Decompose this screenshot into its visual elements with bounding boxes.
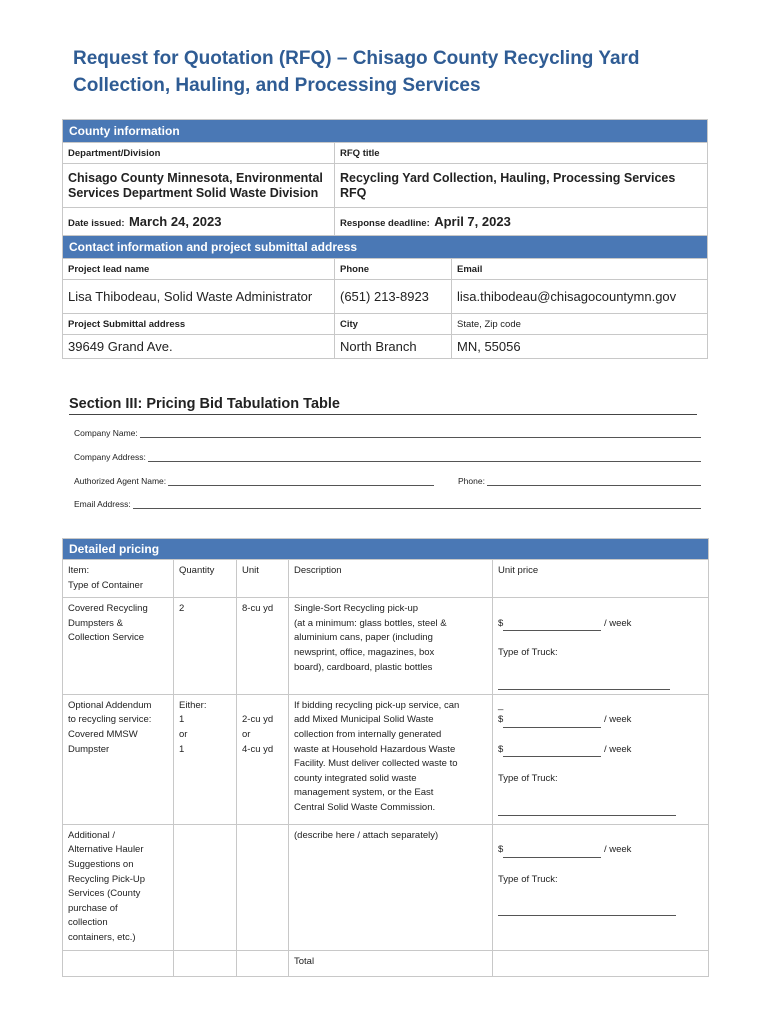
row1-desc — [289, 598, 493, 695]
email-address-field[interactable] — [74, 499, 701, 509]
row1-item-line: Covered Recycling — [68, 603, 148, 615]
row2-price-field-1[interactable] — [498, 713, 703, 728]
row2-desc-line: If bidding recycling pick-up service, can — [294, 699, 460, 711]
col-price-header: Unit price — [493, 560, 709, 598]
email-label: Email — [452, 259, 708, 280]
row2-dollar-sign: $ — [498, 714, 504, 726]
row3-price — [493, 824, 709, 950]
state-value: MN, 55056 — [452, 335, 708, 359]
row2-per-week: / week — [603, 743, 632, 755]
row2-desc — [289, 694, 493, 824]
row1-price-field[interactable] — [498, 617, 703, 632]
row1-truck-label: Type of Truck: — [498, 646, 558, 658]
row3-item-line: Alternative Hauler — [68, 844, 144, 856]
phone-label: Phone — [335, 259, 452, 280]
company-address-label: Company Address: — [74, 452, 146, 462]
row2-unit-line: 4-cu yd — [242, 743, 274, 755]
row2-desc-line: Facility. Must deliver collected waste to — [294, 758, 458, 770]
row1-desc-line: board), cardboard, plastic bottles — [294, 661, 433, 673]
total-empty-3 — [237, 950, 289, 976]
date-issued-label: Date issued: — [68, 217, 125, 229]
total-value-field[interactable] — [493, 950, 709, 976]
deadline-label: Response deadline: — [340, 217, 430, 229]
table-row — [63, 694, 709, 824]
col-qty-header: Quantity — [174, 560, 237, 598]
row2-qty-line: Either: — [179, 699, 207, 711]
row3-item-line: Suggestions on — [68, 858, 134, 870]
row2-price-field-2[interactable] — [498, 743, 703, 758]
county-info-header: County information — [63, 120, 708, 143]
row1-per-week: / week — [603, 617, 632, 629]
row1-truck-field[interactable] — [498, 675, 703, 690]
row1-dollar-sign: $ — [498, 617, 504, 629]
row2-unit — [237, 694, 289, 824]
address-label: Project Submittal address — [63, 314, 335, 335]
row3-item-line: collection — [68, 917, 108, 929]
address-value: 39649 Grand Ave. — [63, 335, 335, 359]
state-label: State, Zip code — [452, 314, 708, 335]
pricing-header: Detailed pricing — [63, 539, 709, 560]
col-unit-header: Unit — [237, 560, 289, 598]
email-address-label: Email Address: — [74, 499, 131, 509]
row2-unit-line: or — [242, 728, 251, 740]
row2-desc-line: county integrated solid waste — [294, 772, 417, 784]
total-label: Total — [289, 950, 493, 976]
lead-value: Lisa Thibodeau, Solid Waste Administrator — [63, 280, 335, 314]
deadline-cell — [335, 208, 708, 236]
row3-per-week: / week — [603, 844, 632, 856]
row2-desc-line: waste at Household Hazardous Waste — [294, 743, 456, 755]
row1-unit: 8-cu yd — [237, 598, 289, 695]
section-title: Section III: Pricing Bid Tabulation Table — [69, 396, 697, 415]
row2-desc-line: Central Solid Waste Commission. — [294, 801, 436, 813]
city-label: City — [335, 314, 452, 335]
col-item-label: Item: — [68, 565, 90, 576]
row2-qty — [174, 694, 237, 824]
row2-truck-field[interactable] — [498, 801, 703, 816]
row1-qty: 2 — [174, 598, 237, 695]
date-issued-cell — [63, 208, 335, 236]
row2-item-line: Optional Addendum — [68, 699, 152, 711]
row2-dash: _ — [498, 699, 504, 711]
row2-item — [63, 694, 174, 824]
row1-desc-line: aluminium cans, paper (including — [294, 632, 433, 644]
lead-label: Project lead name — [63, 259, 335, 280]
row2-unit-line: 2-cu yd — [242, 714, 274, 726]
date-issued-value: March 24, 2023 — [128, 213, 222, 229]
row1-price — [493, 598, 709, 695]
agent-name-label: Authorized Agent Name: — [74, 476, 167, 486]
rfq-title-label: RFQ title — [335, 143, 708, 164]
col-item-header — [63, 560, 174, 598]
row3-item-line: Recycling Pick-Up — [68, 873, 146, 885]
row3-truck-field[interactable] — [498, 902, 703, 917]
row2-desc-line: add Mixed Municipal Solid Waste — [294, 714, 434, 726]
rfq-title-value: Recycling Yard Collection, Hauling, Processing Services RFQ — [335, 164, 708, 208]
contact-header: Contact information and project submittal address — [63, 236, 708, 259]
total-empty-1 — [63, 950, 174, 976]
row2-per-week: / week — [603, 714, 632, 726]
row3-item-line: purchase of — [68, 902, 118, 914]
row1-item-line: Dumpsters & — [68, 617, 123, 629]
pricing-table — [62, 538, 709, 977]
row1-item-line: Collection Service — [68, 632, 145, 644]
row3-price-field[interactable] — [498, 843, 703, 858]
row2-dollar-sign: $ — [498, 743, 504, 755]
col-container-label: Type of Container — [68, 579, 143, 591]
row2-price — [493, 694, 709, 824]
row3-unit — [237, 824, 289, 950]
email-value: lisa.thibodeau@chisagocountymn.gov — [452, 280, 708, 314]
row3-qty — [174, 824, 237, 950]
row2-item-line: Dumpster — [68, 743, 110, 755]
company-name-field[interactable] — [74, 428, 701, 438]
row3-desc-text: (describe here / attach separately) — [294, 829, 439, 841]
row2-qty-line: or — [179, 728, 188, 740]
agent-name-field[interactable] — [74, 476, 434, 486]
col-desc-header: Description — [289, 560, 493, 598]
row1-desc-line: (at a minimum: glass bottles, steel & — [294, 617, 447, 629]
phone-value: (651) 213-8923 — [335, 280, 452, 314]
page-title: Request for Quotation (RFQ) – Chisago County Recycling Yard Collection, Hauling, and Processing Services — [73, 48, 640, 96]
dept-label: Department/Division — [63, 143, 335, 164]
row2-qty-line: 1 — [179, 714, 185, 726]
row2-item-line: Covered MMSW — [68, 728, 138, 740]
row2-desc-line: management system, or the East — [294, 787, 434, 799]
row2-truck-label: Type of Truck: — [498, 772, 558, 784]
row1-desc-line: Single-Sort Recycling pick-up — [294, 603, 419, 615]
row2-item-line: to recycling service: — [68, 714, 152, 726]
county-info-table — [62, 119, 708, 359]
total-row — [63, 950, 709, 976]
company-name-label: Company Name: — [74, 428, 138, 438]
row3-item-line: Additional / — [68, 829, 116, 841]
table-row — [63, 598, 709, 695]
row3-dollar-sign: $ — [498, 844, 504, 856]
dept-value: Chisago County Minnesota, Environmental Services Department Solid Waste Division — [63, 164, 335, 208]
row3-desc[interactable] — [289, 824, 493, 950]
row1-item — [63, 598, 174, 695]
total-empty-2 — [174, 950, 237, 976]
row3-item-line: Services (County — [68, 888, 141, 900]
row1-desc-line: newsprint, office, magazines, box — [294, 646, 435, 658]
row3-item — [63, 824, 174, 950]
deadline-value: April 7, 2023 — [434, 213, 511, 229]
table-row — [63, 824, 709, 950]
city-value: North Branch — [335, 335, 452, 359]
row2-qty-line: 1 — [179, 743, 185, 755]
row3-truck-label: Type of Truck: — [498, 873, 558, 885]
company-address-field[interactable] — [74, 452, 701, 462]
agent-phone-field[interactable] — [458, 476, 701, 486]
agent-phone-label: Phone: — [458, 476, 485, 486]
row2-desc-line: collection from internally generated — [294, 728, 442, 740]
row3-item-line: containers, etc.) — [68, 931, 136, 943]
